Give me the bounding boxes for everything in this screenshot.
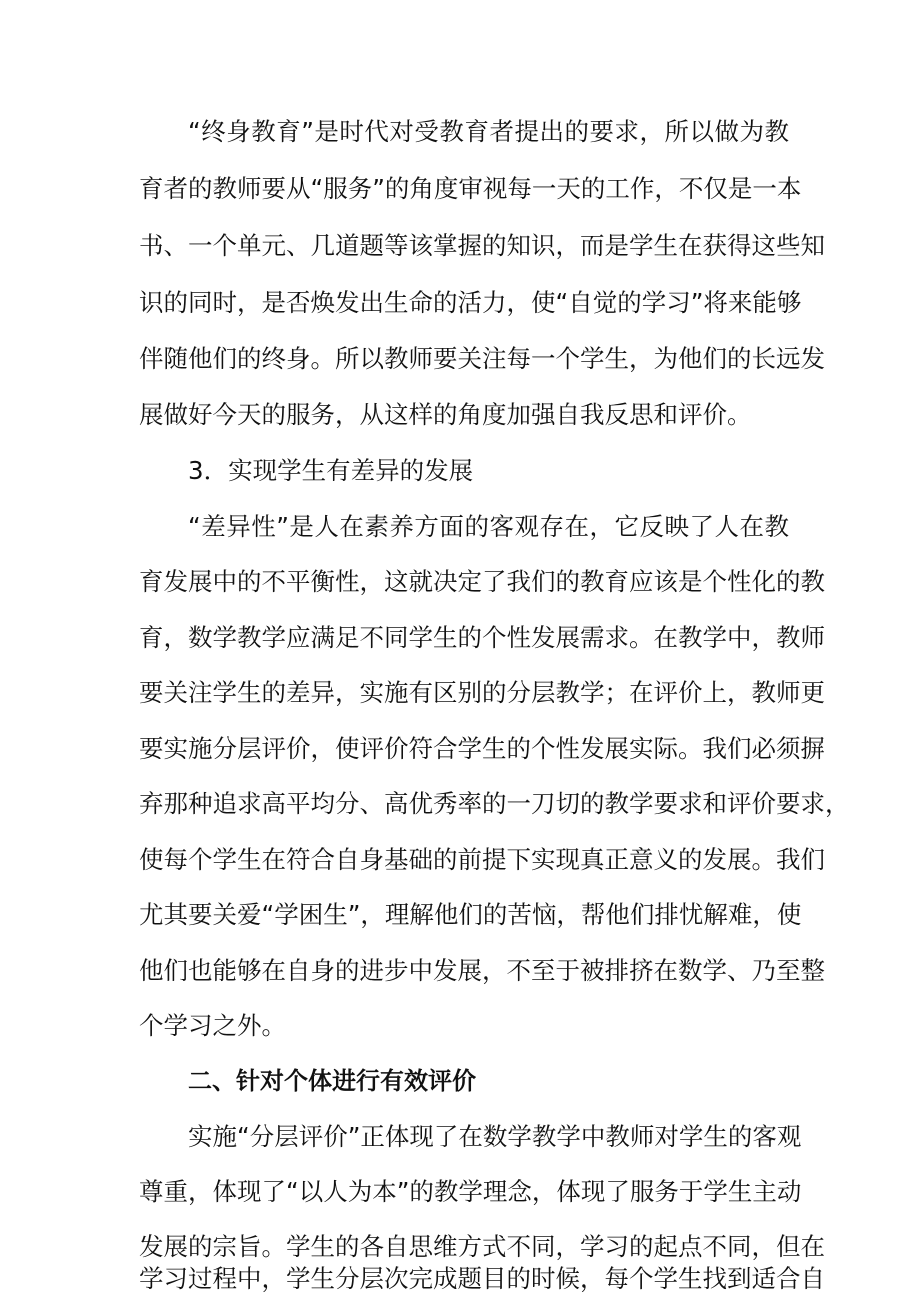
paragraph-line: 个学习之外。 bbox=[139, 1011, 286, 1040]
paragraph-line: 使每个学生在符合自身基础的前提下实现真正意义的发展。我们 bbox=[139, 845, 825, 874]
paragraph-line: 展做好今天的服务，从这样的角度加强自我反思和评价。 bbox=[139, 400, 752, 429]
paragraph-line: 育者的教师要从“服务”的角度审视每一天的工作，不仅是一本 bbox=[139, 174, 802, 203]
section-heading: 二、针对个体进行有效评价 bbox=[188, 1067, 476, 1095]
paragraph-line: 他们也能够在自身的进步中发展，不至于被排挤在数学、乃至整 bbox=[139, 956, 825, 985]
paragraph-line: 书、一个单元、几道题等该掌握的知识，而是学生在获得这些知 bbox=[139, 231, 825, 260]
paragraph-line: “终身教育”是时代对受教育者提出的要求，所以做为教 bbox=[188, 117, 789, 146]
paragraph-line: 发展的宗旨。学生的各自思维方式不同，学习的起点不同，但在 bbox=[139, 1232, 825, 1261]
paragraph-line: 尤其要关爱“学困生”，理解他们的苦恼，帮他们排忧解难，使 bbox=[139, 900, 802, 929]
paragraph-line: 尊重，体现了“以人为本”的教学理念，体现了服务于学生主动 bbox=[139, 1177, 802, 1206]
subsection-heading: 3．实现学生有差异的发展 bbox=[188, 456, 474, 485]
paragraph-line: “差异性”是人在素养方面的客观存在，它反映了人在教 bbox=[188, 512, 789, 541]
paragraph-line: 育发展中的不平衡性，这就决定了我们的教育应该是个性化的教 bbox=[139, 567, 825, 596]
paragraph-line: 学习过程中，学生分层次完成题目的时候，每个学生找到适合自 bbox=[139, 1264, 825, 1293]
paragraph-line: 要实施分层评价，使评价符合学生的个性发展实际。我们必须摒 bbox=[139, 734, 825, 763]
paragraph-line: 伴随他们的终身。所以教师要关注每一个学生，为他们的长远发 bbox=[139, 344, 825, 373]
paragraph-line: 弃那种追求高平均分、高优秀率的一刀切的教学要求和评价要求， bbox=[139, 789, 850, 818]
paragraph-line: 实施“分层评价”正体现了在数学教学中教师对学生的客观 bbox=[188, 1122, 802, 1151]
paragraph-line: 育，数学教学应满足不同学生的个性发展需求。在教学中，教师 bbox=[139, 623, 825, 652]
paragraph-line: 识的同时，是否焕发出生命的活力，使“自觉的学习”将来能够 bbox=[139, 288, 802, 317]
paragraph-line: 要关注学生的差异，实施有区别的分层教学；在评价上，教师更 bbox=[139, 678, 825, 707]
